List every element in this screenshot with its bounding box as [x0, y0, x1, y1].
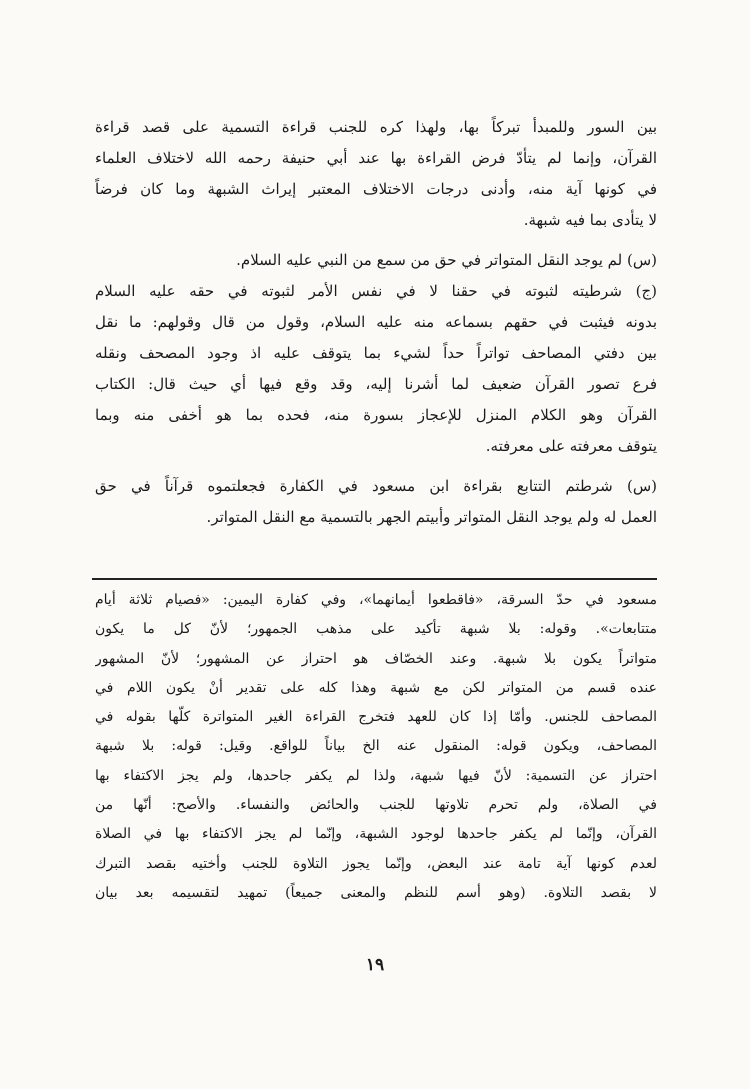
- text-line: بدونه فيثبت في حقهم بسماعه منه عليه السلام، وقول من قال وقولهم: ما نقل: [95, 313, 657, 331]
- footnote-line: متواتراً يكون بلا شبهة. وعند الخصّاف هو احتراز عن المشهور؛ لأنّ المشهور: [95, 650, 657, 667]
- paragraph-question-2: [95, 471, 657, 533]
- text-line: القرآن وهو الكلام المنزل للإعجاز بسورة منه، فحده بما هو أخفى منه وبما: [95, 406, 657, 424]
- paragraph-1: [95, 112, 657, 236]
- footnote-divider: [92, 578, 657, 580]
- footnotes: [95, 586, 657, 908]
- footnote-line: المصاحف للجنس. وأمّا إذا كان للعهد فتخرج القراءة الغير المتواترة كلّها بقوله في: [95, 709, 657, 726]
- footnote-line: متتابعات». وقوله: بلا شبهة تأكيد على مذهب الجمهور؛ لأنّ كل ما يكون: [95, 621, 657, 638]
- text-line: القرآن، وإنما لم يتأدّ فرض القراءة بها عند أبي حنيفة رحمه الله لاختلاف العلماء: [95, 149, 657, 167]
- footnote-line: مسعود في حدّ السرقة، «فاقطعوا أيمانهما»، وفي كفارة اليمين: «فصيام ثلاثة أيام: [95, 592, 657, 608]
- footnote-line: المصاحف، ويكون قوله: المنقول عنه الخ بياناً للواقع. وقيل: قوله: بلا شبهة: [95, 738, 657, 755]
- footnote-line: لعدم كونها آية تامة عند البعض، وإنّما يجوز التلاوة للجنب وأختيه بقصد التبرك: [95, 855, 657, 872]
- text-line: في كونها آية منه، وأدنى درجات الاختلاف المعتبر إيراث الشبهة وما كان فرضاً: [95, 180, 657, 198]
- main-text: [95, 112, 657, 533]
- text-line: (س) لم يوجد النقل المتواتر في حق من سمع من النبي عليه السلام.: [236, 251, 657, 269]
- page-number: ١٩: [365, 955, 385, 975]
- text-line: العمل له ولم يوجد النقل المتواتر وأبيتم الجهر بالتسمية مع النقل المتواتر.: [206, 508, 657, 526]
- text-line: بين دفتي المصاحف تواتراً حداً لشيء بما يتوقف عليه اذ وجود المصحف ونقله: [95, 344, 657, 362]
- footnote-line: عنده قسم من المتواتر لكن مع شبهة وهذا كله على تقدير أنْ يكون اللام في: [95, 679, 657, 696]
- text-line: فرع تصور القرآن ضعيف لما أشرنا إليه، وقد وقع فيها أي حيث قال: الكتاب: [95, 375, 657, 393]
- text-line: (س) شرطتم التتابع بقراءة ابن مسعود في الكفارة فجعلتموه قرآناً في حق: [95, 477, 657, 495]
- text-line: (ج) شرطيته لثبوته في حقنا لا في نفس الأمر لثبوته في حقه عليه السلام: [95, 282, 657, 300]
- text-line: لا يتأدى بما فيه شبهة.: [523, 211, 657, 229]
- footnote-line: في الصلاة، ولم تحرم تلاوتها للجنب والحائض والنفساء. والأصح: أنّها من: [95, 797, 657, 814]
- footnote-line: لا بقصد التلاوة. (وهو أسم للنظم والمعنى جميعاً) تمهيد لتقسيمه بعد بيان: [95, 884, 657, 901]
- paragraph-answer-1: [95, 276, 657, 462]
- text-line: بين السور وللمبدأ تبركاً بها، ولهذا كره للجنب قراءة التسمية على قصد قراءة: [95, 118, 657, 136]
- text-line: يتوقف معرفته على معرفته.: [485, 437, 657, 455]
- footnote-line: القرآن، وإنّما لم يكفر جاحدها لوجود الشبهة، وإنّما لم يجز الاكتفاء بها في الصلاة: [95, 826, 657, 843]
- footnote-line: احتراز عن التسمية: لأنّ فيها شبهة، ولذا لم يكفر جاحدها، ولم يجز الاكتفاء بها: [95, 767, 657, 784]
- paragraph-question-1: [95, 245, 657, 276]
